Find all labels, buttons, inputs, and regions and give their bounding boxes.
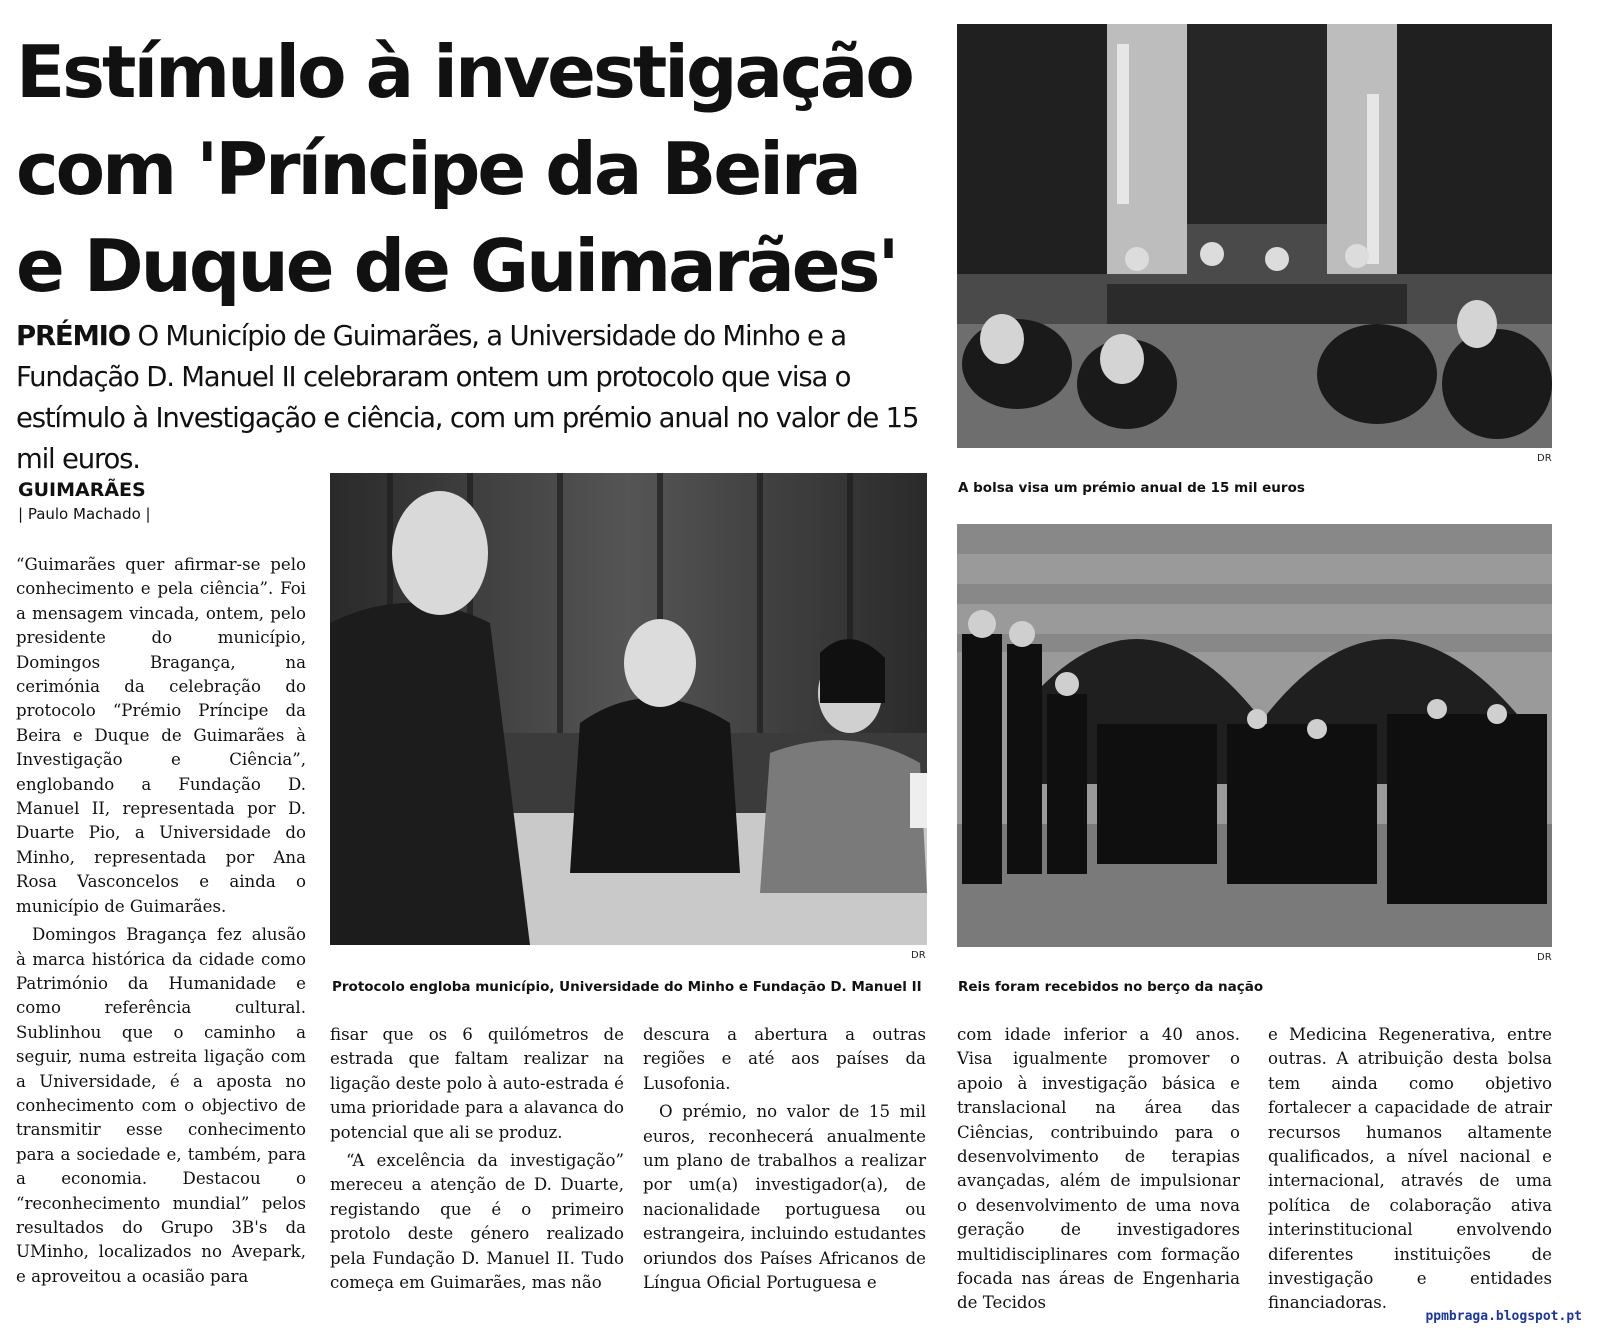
column-3-paragraph-1: descura a abertura a outras regiões e até aos países da Lusofonia. bbox=[643, 1025, 926, 1093]
column-2-paragraph-1: fisar que os 6 quilómetros de estrada que faltam realizar na ligação deste polo à auto-estrada é uma prioridade para a alavanca do potencial que ali se produz. bbox=[330, 1025, 624, 1142]
article-column-2 bbox=[330, 1023, 624, 1295]
article-column-4 bbox=[957, 1023, 1240, 1316]
headline-line-2: com 'Príncipe da Beira bbox=[16, 127, 859, 211]
column-4-paragraph-1: com idade inferior a 40 anos. Visa igualmente promover o apoio à investigação básica e translacional na área das Ciências, contribuindo para o desenvolvimento de terapias avançadas, além de impulsionar o desenvolvimento de uma nova geração de investigadores multidisciplinares com formação focada nas áreas de Engenharia de Tecidos bbox=[957, 1025, 1240, 1313]
bottom-right-photo-credit: DR bbox=[1537, 952, 1552, 963]
top-right-photo bbox=[957, 24, 1552, 448]
column-3-paragraph-2: O prémio, no valor de 15 mil euros, reconhecerá anualmente um plano de trabalhos a realizar por um(a) investigador(a), de nacionalidade portuguesa ou estrangeira, incluindo estudantes oriundos dos Países Africanos de Língua Oficial Portuguesa e bbox=[643, 1102, 926, 1293]
column-1-paragraph-2: Domingos Bragança fez alusão à marca histórica da cidade como Património da Humanidade e como referência cultural. Sublinhou que o caminho a seguir, numa estreita ligação com a Universidade, é a aposta no conhecimento com o objectivo de transmitir esse conhecimento para a sociedade e, também, para a economia. Destacou o “reconhecimento mundial” pelos resultados do Grupo 3B's da UMinho, localizados no Avepark, e aproveitou a ocasião para bbox=[16, 925, 306, 1286]
column-1-paragraph-1: “Guimarães quer afirmar-se pelo conhecimento e pela ciência”. Foi a mensagem vincada, ontem, pelo presidente do município, Domingos Bragança, na cerimónia da celebração do protocolo “Prémio Príncipe da Beira e Duque de Guimarães à Investigação e Ciência”, englobando a Fundação D. Manuel II, representada por D. Duarte Pio, a Universidade do Minho, representada por Ana Rosa Vasconcelos e ainda o município de Guimarães. bbox=[16, 555, 306, 916]
main-photo-caption: Protocolo engloba município, Universidade do Minho e Fundação D. Manuel II bbox=[332, 979, 922, 995]
column-2-paragraph-2: “A excelência da investigação” mereceu a atenção de D. Duarte, registando que é o primeiro protolo deste género realizado pela Fundação D. Manuel II. Tudo começa em Guimarães, mas não bbox=[330, 1151, 624, 1293]
courtyard-image bbox=[957, 524, 1552, 947]
article-column-3 bbox=[643, 1023, 926, 1295]
main-photo bbox=[330, 473, 927, 945]
byline: | Paulo Machado | bbox=[18, 505, 151, 523]
signing-ceremony-image bbox=[330, 473, 927, 945]
headline bbox=[16, 24, 966, 315]
article-column-5 bbox=[1268, 1023, 1552, 1316]
lead-paragraph bbox=[16, 316, 946, 480]
top-right-photo-caption: A bolsa visa um prémio anual de 15 mil euros bbox=[958, 480, 1305, 496]
auditorium-image bbox=[957, 24, 1552, 448]
headline-line-3: e Duque de Guimarães' bbox=[16, 224, 897, 308]
main-photo-credit: DR bbox=[911, 950, 926, 961]
lead-text: O Município de Guimarães, a Universidade do Minho e a Fundação D. Manuel II celebraram ontem um protocolo que visa o estímulo à Investigação e ciência, com um prémio anual no valor de 15 mil euros. bbox=[16, 320, 919, 475]
watermark: ppmbraga.blogspot.pt bbox=[1425, 1309, 1582, 1324]
bottom-right-photo bbox=[957, 524, 1552, 947]
column-5-paragraph-1: e Medicina Regenerativa, entre outras. A atribuição desta bolsa tem ainda como objetivo fortalecer a capacidade de atrair recursos humanos altamente qualificados, a nível nacional e internacional, através de uma política de colaboração ativa interinstitucional envolvendo diferentes instituições de investigação e entidades financiadoras. bbox=[1268, 1025, 1552, 1313]
top-right-photo-credit: DR bbox=[1537, 453, 1552, 464]
lead-kicker: PRÉMIO bbox=[16, 320, 130, 352]
bottom-right-photo-caption: Reis foram recebidos no berço da nação bbox=[958, 979, 1264, 995]
article-column-1 bbox=[16, 553, 306, 1289]
section-label: GUIMARÃES bbox=[18, 479, 146, 501]
headline-line-1: Estímulo à investigação bbox=[16, 30, 912, 114]
